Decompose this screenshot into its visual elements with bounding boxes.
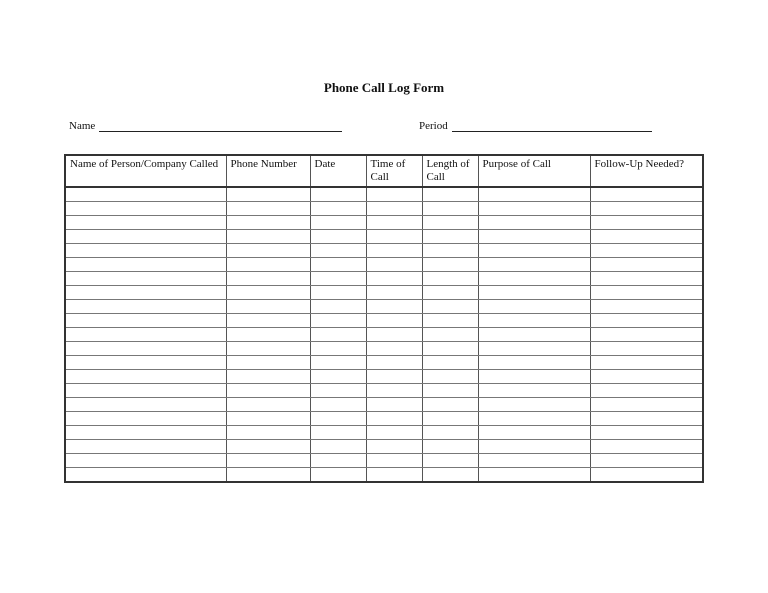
table-row [65, 370, 703, 384]
name-label: Name [69, 120, 96, 132]
table-row [65, 300, 703, 314]
table-cell[interactable] [310, 454, 366, 468]
table-cell[interactable] [478, 342, 590, 356]
form-title: Phone Call Log Form [323, 80, 445, 95]
header-row [65, 155, 703, 187]
table-cell[interactable] [310, 244, 366, 258]
table-cell[interactable] [590, 356, 703, 370]
table-cell[interactable] [65, 328, 226, 342]
table-cell[interactable] [366, 230, 422, 244]
table-cell[interactable] [422, 398, 478, 412]
table-cell[interactable] [590, 342, 703, 356]
table-cell[interactable] [65, 244, 226, 258]
table-cell[interactable] [590, 468, 703, 483]
table-row [65, 412, 703, 426]
name-field[interactable] [69, 116, 342, 132]
table-cell[interactable] [422, 286, 478, 300]
table-cell[interactable] [590, 384, 703, 398]
table-cell[interactable] [226, 216, 310, 230]
table-cell[interactable] [366, 356, 422, 370]
table-row [65, 398, 703, 412]
table-cell[interactable] [226, 468, 310, 483]
table-cell[interactable] [65, 412, 226, 426]
table-row [65, 440, 703, 454]
table-cell[interactable] [65, 258, 226, 272]
table-cell[interactable] [366, 244, 422, 258]
table-cell[interactable] [310, 202, 366, 216]
table-cell[interactable] [226, 258, 310, 272]
table-cell[interactable] [590, 187, 703, 202]
table-cell[interactable] [478, 412, 590, 426]
table-row [65, 258, 703, 272]
table-cell[interactable] [590, 230, 703, 244]
table-row [65, 187, 703, 202]
table-cell[interactable] [226, 300, 310, 314]
table-row [65, 216, 703, 230]
table-cell[interactable] [478, 356, 590, 370]
table-cell[interactable] [478, 468, 590, 483]
table-cell[interactable] [226, 426, 310, 440]
table-cell[interactable] [366, 468, 422, 483]
table-cell[interactable] [310, 187, 366, 202]
table-cell[interactable] [590, 328, 703, 342]
table-row [65, 384, 703, 398]
table-cell[interactable] [226, 230, 310, 244]
table-cell[interactable] [366, 328, 422, 342]
table-cell[interactable] [422, 314, 478, 328]
table-row [65, 426, 703, 440]
table-cell[interactable] [366, 440, 422, 454]
table-cell[interactable] [310, 258, 366, 272]
table-cell[interactable] [590, 202, 703, 216]
table-cell[interactable] [65, 342, 226, 356]
table-cell[interactable] [310, 300, 366, 314]
table-cell[interactable] [310, 356, 366, 370]
period-underline[interactable] [452, 119, 652, 132]
table-cell[interactable] [366, 258, 422, 272]
table-cell[interactable] [422, 426, 478, 440]
table-cell[interactable] [65, 272, 226, 286]
table-cell[interactable] [65, 398, 226, 412]
table-cell[interactable] [422, 454, 478, 468]
table-cell[interactable] [590, 272, 703, 286]
table-cell[interactable] [590, 454, 703, 468]
table-cell[interactable] [226, 328, 310, 342]
table-cell[interactable] [590, 300, 703, 314]
table-cell[interactable] [65, 370, 226, 384]
table-cell[interactable] [65, 230, 226, 244]
table-cell[interactable] [226, 440, 310, 454]
table-cell[interactable] [590, 440, 703, 454]
table-cell[interactable] [366, 216, 422, 230]
table-cell[interactable] [478, 300, 590, 314]
table-cell[interactable] [310, 328, 366, 342]
table-cell[interactable] [366, 342, 422, 356]
table-cell[interactable] [65, 356, 226, 370]
table-cell[interactable] [226, 286, 310, 300]
table-cell[interactable] [590, 314, 703, 328]
table-cell[interactable] [366, 187, 422, 202]
col-header-length: Length of Call [422, 155, 478, 187]
table-cell[interactable] [478, 328, 590, 342]
table-cell[interactable] [478, 370, 590, 384]
table-cell[interactable] [65, 300, 226, 314]
table-cell[interactable] [366, 272, 422, 286]
table-cell[interactable] [422, 468, 478, 483]
table-cell[interactable] [226, 314, 310, 328]
period-label: Period [419, 120, 448, 132]
table-cell[interactable] [310, 440, 366, 454]
table-cell[interactable] [422, 384, 478, 398]
table-cell[interactable] [226, 202, 310, 216]
table-cell[interactable] [590, 286, 703, 300]
table-row [65, 202, 703, 216]
table-cell[interactable] [422, 244, 478, 258]
table-cell[interactable] [65, 187, 226, 202]
table-row [65, 342, 703, 356]
table-cell[interactable] [422, 370, 478, 384]
table-cell[interactable] [366, 286, 422, 300]
table-cell[interactable] [226, 342, 310, 356]
table-cell[interactable] [478, 454, 590, 468]
table-cell[interactable] [422, 300, 478, 314]
table-cell[interactable] [310, 412, 366, 426]
col-header-phone: Phone Number [226, 155, 310, 187]
table-cell[interactable] [310, 230, 366, 244]
table-cell[interactable] [65, 454, 226, 468]
table-cell[interactable] [310, 286, 366, 300]
table-cell[interactable] [366, 314, 422, 328]
name-underline[interactable] [99, 119, 342, 132]
table-cell[interactable] [478, 230, 590, 244]
table-cell[interactable] [590, 412, 703, 426]
table-row [65, 356, 703, 370]
table-cell[interactable] [65, 426, 226, 440]
table-cell[interactable] [310, 398, 366, 412]
table-row [65, 272, 703, 286]
table-cell[interactable] [590, 398, 703, 412]
table-cell[interactable] [478, 286, 590, 300]
table-cell[interactable] [65, 216, 226, 230]
table-cell[interactable] [422, 202, 478, 216]
table-cell[interactable] [226, 384, 310, 398]
table-cell[interactable] [310, 272, 366, 286]
table-cell[interactable] [422, 187, 478, 202]
table-cell[interactable] [310, 216, 366, 230]
col-header-followup: Follow-Up Needed? [590, 155, 703, 187]
table-cell[interactable] [366, 398, 422, 412]
col-header-name: Name of Person/Company Called [65, 155, 226, 187]
table-cell[interactable] [422, 230, 478, 244]
col-header-purpose: Purpose of Call [478, 155, 590, 187]
table-cell[interactable] [422, 216, 478, 230]
table-cell[interactable] [422, 412, 478, 426]
table-cell[interactable] [65, 468, 226, 483]
table-cell[interactable] [366, 300, 422, 314]
table-cell[interactable] [310, 314, 366, 328]
table-cell[interactable] [226, 370, 310, 384]
table-cell[interactable] [366, 202, 422, 216]
table-cell[interactable] [590, 216, 703, 230]
table-cell[interactable] [478, 426, 590, 440]
table-cell[interactable] [478, 216, 590, 230]
table-cell[interactable] [422, 440, 478, 454]
table-cell[interactable] [226, 244, 310, 258]
table-cell[interactable] [226, 398, 310, 412]
table-cell[interactable] [422, 272, 478, 286]
table-row [65, 328, 703, 342]
table-cell[interactable] [422, 328, 478, 342]
table-cell[interactable] [226, 454, 310, 468]
table-cell[interactable] [478, 440, 590, 454]
table-cell[interactable] [226, 356, 310, 370]
table-cell[interactable] [478, 258, 590, 272]
table-cell[interactable] [310, 468, 366, 483]
table-cell[interactable] [478, 202, 590, 216]
table-cell[interactable] [366, 454, 422, 468]
table-cell[interactable] [422, 342, 478, 356]
table-cell[interactable] [422, 258, 478, 272]
call-log-table [64, 154, 704, 483]
table-cell[interactable] [65, 440, 226, 454]
table-cell[interactable] [366, 370, 422, 384]
table-cell[interactable] [366, 384, 422, 398]
table-cell[interactable] [478, 398, 590, 412]
table-cell[interactable] [478, 384, 590, 398]
table-row [65, 468, 703, 483]
table-cell[interactable] [310, 370, 366, 384]
table-cell[interactable] [590, 426, 703, 440]
table-row [65, 314, 703, 328]
table-body [65, 187, 703, 482]
table-cell[interactable] [590, 244, 703, 258]
table-cell[interactable] [226, 187, 310, 202]
table-cell[interactable] [226, 412, 310, 426]
table-cell[interactable] [65, 314, 226, 328]
table-cell[interactable] [310, 342, 366, 356]
table-cell[interactable] [478, 187, 590, 202]
table-row [65, 230, 703, 244]
table-cell[interactable] [478, 314, 590, 328]
table-cell[interactable] [65, 202, 226, 216]
table-cell[interactable] [590, 370, 703, 384]
table-cell[interactable] [226, 272, 310, 286]
table-cell[interactable] [65, 286, 226, 300]
col-header-time: Time of Call [366, 155, 422, 187]
table-cell[interactable] [590, 258, 703, 272]
table-cell[interactable] [310, 426, 366, 440]
table-cell[interactable] [65, 384, 226, 398]
period-field[interactable] [419, 116, 652, 132]
table-cell[interactable] [310, 384, 366, 398]
table-row [65, 244, 703, 258]
table-cell[interactable] [366, 412, 422, 426]
table-cell[interactable] [478, 272, 590, 286]
table-row [65, 454, 703, 468]
table-row [65, 286, 703, 300]
table-cell[interactable] [366, 426, 422, 440]
table-cell[interactable] [478, 244, 590, 258]
col-header-date: Date [310, 155, 366, 187]
table-cell[interactable] [422, 356, 478, 370]
